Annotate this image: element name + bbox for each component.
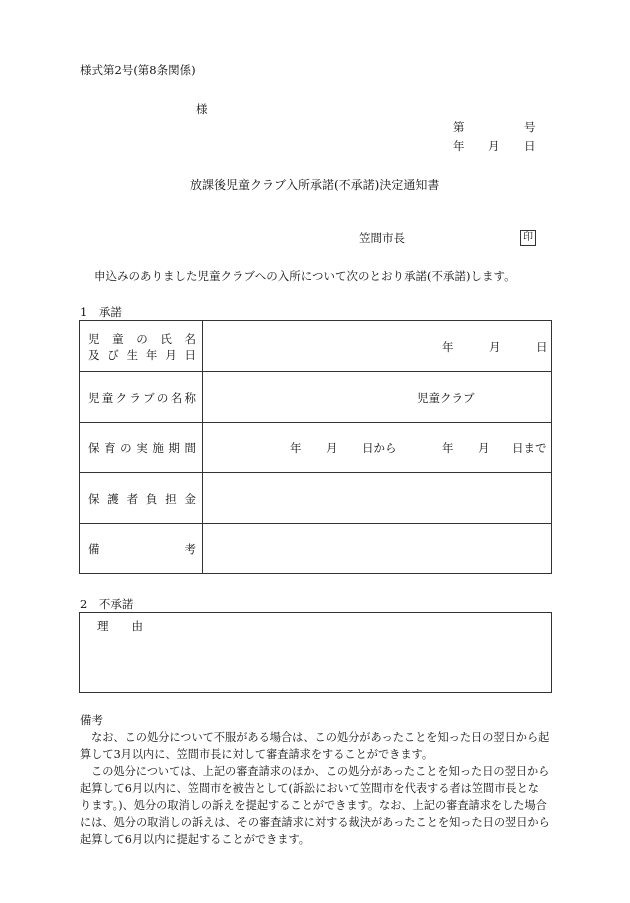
birth-month: 月 (489, 340, 501, 354)
date-month: 月 (488, 139, 500, 153)
intro-text: 申込みのありました児童クラブへの入所について次のとおり承諾(不承諾)します。 (94, 269, 516, 283)
notes-body (80, 729, 550, 848)
period-from-month: 月 (326, 441, 338, 455)
note-paragraph-2: この処分については、上記の審査請求のほか、この処分があったことを知った日の翌日から起算して6月以内に、笠間市を被告として(訴訟において笠間市を代表する者は笠間市長となります。)、処分の取消しの訴えを提起することができます。なお、上記の審査請求をした場合には、処分の取消しの訴えは、その審査請求に対する裁決があったことを知った日の翌日から起算して6月以内に提起することができます。 (80, 765, 550, 846)
document-title: 放課後児童クラブ入所承諾(不承諾)決定通知書 (190, 178, 440, 192)
notes-heading: 備考 (80, 713, 103, 727)
number-prefix: 第 (453, 120, 465, 134)
club-name-label: 児 童 ク ラ ブ の 名 称 (88, 391, 196, 405)
period-to-year: 年 (442, 441, 454, 455)
date-year: 年 (453, 139, 465, 153)
remarks-label: 備 考 (88, 542, 196, 556)
club-name-value: 児童クラブ (417, 391, 475, 405)
period-to-month: 月 (478, 441, 490, 455)
form-number: 様式第2号(第8条関係) (80, 63, 196, 77)
note-paragraph-1: なお、この処分について不服がある場合は、この処分があったことを知った日の翌日から起算して3月以内に、笠間市長に対して審査請求をすることができます。 (80, 731, 550, 761)
date-day: 日 (524, 139, 536, 153)
birth-day: 日 (536, 340, 548, 354)
reason-label: 理 由 (97, 619, 143, 633)
seal-mark: 印 (520, 230, 536, 246)
birth-date-label: 及 び 生 年 月 日 (88, 348, 196, 362)
period-to-day: 日まで (512, 441, 547, 455)
child-name-label: 児 童 の 氏 名 (88, 332, 196, 346)
issuer-name: 笠間市長 (359, 231, 405, 245)
approval-table (79, 320, 552, 574)
section2-heading: 2 不承諾 (80, 597, 134, 611)
period-from-year: 年 (290, 441, 302, 455)
section1-heading: 1 承諾 (80, 305, 122, 319)
period-label: 保 育 の 実 施 期 間 (88, 441, 196, 455)
addressee-suffix: 様 (196, 102, 208, 116)
rejection-box (79, 612, 552, 693)
number-suffix: 号 (524, 120, 536, 134)
guardian-fee-label: 保 護 者 負 担 金 (88, 492, 196, 506)
birth-year: 年 (442, 340, 454, 354)
period-from-day: 日から (362, 441, 397, 455)
